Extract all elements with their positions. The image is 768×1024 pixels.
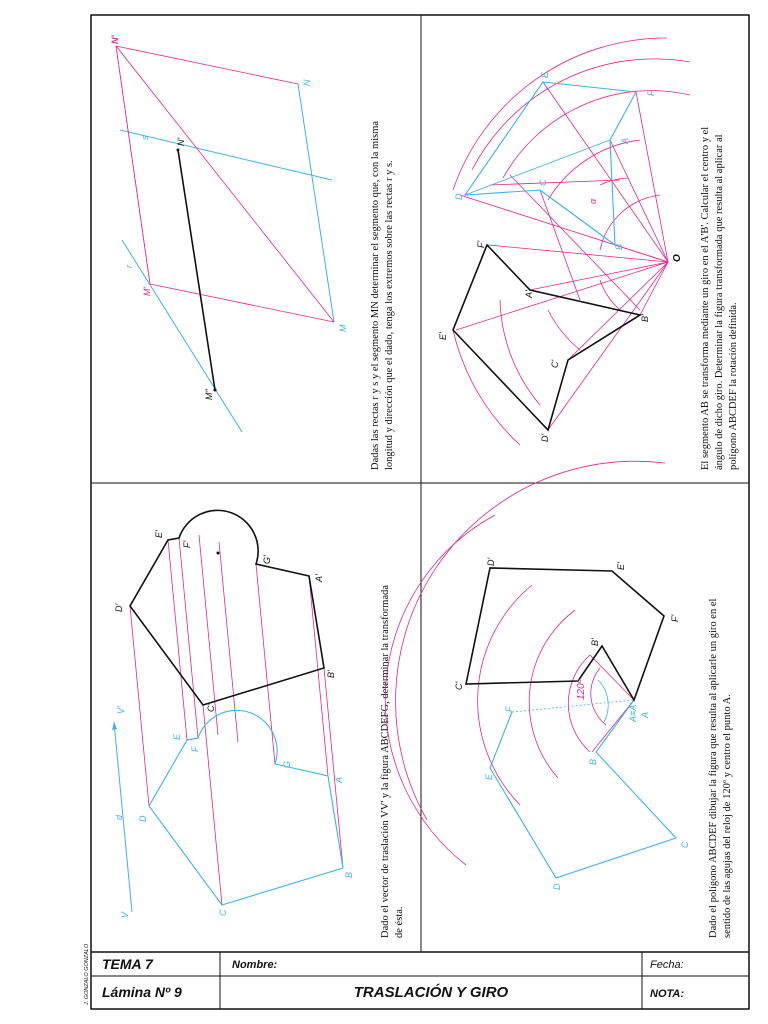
svg-text:A: A bbox=[334, 776, 344, 783]
svg-text:C: C bbox=[218, 909, 228, 916]
svg-text:M: M bbox=[338, 324, 348, 332]
svg-text:D: D bbox=[454, 193, 464, 200]
line-r bbox=[122, 240, 242, 432]
svg-text:F: F bbox=[190, 746, 200, 752]
svg-text:Dado el polígono ABCDEF dibuja: Dado el polígono ABCDEF dibujar la figura que resulta al aplicarle un giro en el bbox=[708, 598, 719, 938]
svg-text:M'': M'' bbox=[204, 389, 214, 400]
svg-text:A≡A': A≡A' bbox=[628, 703, 638, 722]
rotation-arcs bbox=[385, 461, 665, 865]
segment-construction bbox=[116, 46, 334, 322]
svg-text:C': C' bbox=[206, 703, 216, 712]
svg-text:E': E' bbox=[616, 562, 626, 570]
panel-translation bbox=[112, 510, 405, 938]
translation-labels bbox=[114, 530, 354, 918]
svg-text:O: O bbox=[672, 254, 683, 262]
svg-text:de ésta.: de ésta. bbox=[394, 906, 405, 938]
svg-text:V: V bbox=[120, 911, 130, 918]
svg-text:120º: 120º bbox=[576, 679, 587, 700]
panel-rotation-120 bbox=[385, 461, 733, 938]
exercise-2-text bbox=[708, 599, 733, 938]
svg-text:s: s bbox=[140, 135, 150, 140]
nota-label: NOTA: bbox=[650, 988, 685, 1000]
svg-text:F': F' bbox=[670, 614, 680, 622]
result-segment bbox=[178, 150, 215, 390]
svg-text:B': B' bbox=[640, 314, 650, 322]
tema-label: TEMA 7 bbox=[102, 956, 153, 972]
outer-frame bbox=[91, 15, 749, 1009]
svg-text:G': G' bbox=[262, 555, 272, 564]
panel-segment bbox=[110, 35, 395, 470]
lamina-label: Lámina Nº 9 bbox=[102, 984, 182, 1000]
author-credit: J. GONZALO GONZALO bbox=[84, 943, 90, 1005]
svg-text:d: d bbox=[114, 814, 124, 820]
svg-text:D': D' bbox=[486, 557, 496, 566]
svg-text:C: C bbox=[680, 841, 690, 848]
exercise-4-text bbox=[700, 127, 739, 470]
svg-text:B': B' bbox=[326, 670, 336, 678]
svg-text:A': A' bbox=[524, 290, 534, 298]
svg-text:A': A' bbox=[314, 574, 324, 582]
original-polygon bbox=[490, 700, 676, 878]
svg-text:F: F bbox=[646, 90, 656, 96]
svg-text:D': D' bbox=[114, 603, 124, 612]
svg-text:B: B bbox=[588, 758, 598, 765]
svg-text:α: α bbox=[588, 198, 598, 204]
svg-text:F': F' bbox=[476, 240, 486, 248]
svg-text:E': E' bbox=[154, 530, 164, 538]
svg-text:C: C bbox=[538, 179, 548, 186]
panel-rotation-center bbox=[438, 38, 739, 470]
svg-text:D: D bbox=[552, 883, 562, 890]
svg-text:Dado el vector de traslación V: Dado el vector de traslación VV' y la figura ABCDEFG, determinar la transformada bbox=[380, 584, 391, 938]
svg-text:C': C' bbox=[454, 681, 464, 690]
svg-text:E': E' bbox=[438, 332, 448, 340]
nombre-label: Nombre: bbox=[232, 959, 278, 971]
svg-text:N: N bbox=[302, 79, 312, 86]
svg-text:ángulo de dicho giro. Determin: ángulo de dicho giro. Determinar la figura transformada que resulta al aplicar al bbox=[714, 134, 725, 470]
svg-text:longitud y dirección que el da: longitud y dirección que el dado, tenga los extremos sobre las rectas r y s. bbox=[384, 160, 395, 470]
sheet-title: TRASLACIÓN Y GIRO bbox=[353, 984, 509, 1001]
svg-text:M': M' bbox=[142, 286, 152, 296]
segment-MN bbox=[298, 84, 334, 322]
transformed-figure bbox=[130, 510, 324, 705]
svg-text:E: E bbox=[172, 733, 182, 740]
exercise-1-text bbox=[380, 585, 405, 938]
svg-text:A: A bbox=[620, 137, 630, 144]
svg-text:F': F' bbox=[182, 540, 192, 548]
svg-text:C': C' bbox=[550, 359, 560, 368]
svg-text:E: E bbox=[540, 71, 550, 78]
center-rays bbox=[456, 82, 668, 430]
svg-text:B: B bbox=[614, 243, 624, 250]
svg-text:sentido de las agujas del relo: sentido de las agujas del reloj de 120º y centro el punto A. bbox=[722, 694, 733, 938]
svg-text:D: D bbox=[138, 815, 148, 822]
svg-text:B: B bbox=[344, 871, 354, 878]
svg-text:V': V' bbox=[116, 706, 126, 714]
line-s bbox=[120, 130, 332, 180]
svg-text:r: r bbox=[124, 265, 134, 268]
svg-text:E: E bbox=[484, 773, 494, 780]
exercise-3-text bbox=[370, 121, 395, 470]
svg-text:N': N' bbox=[110, 35, 120, 44]
title-block bbox=[91, 952, 749, 1009]
svg-text:El segmento AB se transforma m: El segmento AB se transforma mediante un giro en el A'B'. Calcular el centro y el bbox=[700, 126, 711, 470]
segment-labels bbox=[110, 35, 348, 400]
fecha-label: Fecha: bbox=[650, 959, 684, 971]
svg-text:F: F bbox=[504, 706, 514, 712]
original-polygon-2 bbox=[465, 82, 636, 245]
svg-text:A: A bbox=[640, 711, 650, 718]
svg-text:D': D' bbox=[540, 433, 550, 442]
rotated-polygon-2 bbox=[453, 245, 640, 430]
svg-text:N': N' bbox=[176, 137, 186, 146]
rotated-polygon bbox=[466, 568, 664, 700]
center-arcs bbox=[453, 38, 690, 445]
svg-text:polígono ABCDEF la rotación de: polígono ABCDEF la rotación definida. bbox=[728, 302, 739, 470]
svg-text:B': B' bbox=[590, 638, 600, 646]
svg-text:Dadas las rectas r y s y el se: Dadas las rectas r y s y el segmento MN determinar el segmento que, con la misma bbox=[370, 120, 381, 470]
svg-text:G: G bbox=[282, 760, 292, 768]
